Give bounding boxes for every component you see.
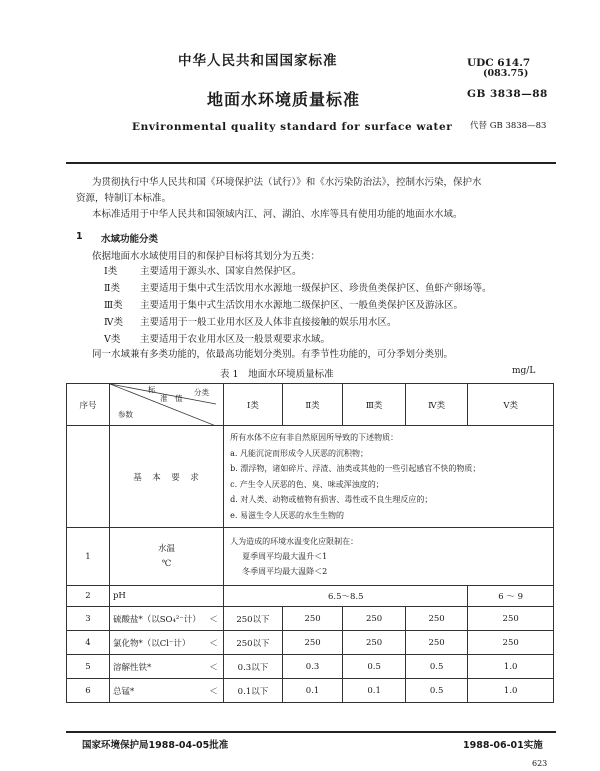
value-cell: 250 <box>468 607 554 631</box>
class-header: Ⅰ类 <box>224 384 283 426</box>
value-cell: 0.1以下 <box>224 679 283 703</box>
diag-label-mid: 准 值 <box>159 394 183 403</box>
class-item-text: 主要适用于集中式生活饮用水水源地二级保护区、一般鱼类保护区及游泳区。 <box>140 300 464 311</box>
section-lead: 依据地面水水域使用目的和保护目标将其划分为五类： <box>92 251 321 262</box>
section-number: 1 <box>76 231 83 242</box>
class-item-text: 主要适用于集中式生活饮用水水源地一级保护区、珍贵鱼类保护区、鱼虾产卵场等。 <box>140 283 492 294</box>
op-cell: ＜ <box>204 679 224 703</box>
temp-line: 冬季周平均最大温降＜2 <box>242 567 328 576</box>
temp-line: 人为造成的环境水温变化应限制在： <box>230 537 359 546</box>
value-cell: 0.3以下 <box>224 655 283 679</box>
value-cell: 250 <box>405 631 468 655</box>
basic-intro: 所有水体不应有非自然原因所导致的下述物质： <box>230 433 399 442</box>
seq-cell <box>67 426 110 528</box>
class-header: Ⅴ类 <box>468 384 554 426</box>
seq-cell: 3 <box>67 607 110 631</box>
intro-paragraph-1-line-2: 资源，特制订本标准。 <box>76 193 172 204</box>
national-standard-title: 中华人民共和国国家标准 <box>178 53 338 69</box>
effective-date: 1988-06-01实施 <box>463 740 543 751</box>
table-row <box>67 655 554 679</box>
class-header: Ⅲ类 <box>343 384 406 426</box>
table-unit: mg/L <box>512 366 536 376</box>
basic-requirements-text <box>224 426 554 528</box>
basic-requirements-row <box>67 426 554 528</box>
seq-header: 序号 <box>67 384 110 426</box>
value-cell: 250以下 <box>224 607 283 631</box>
replaces-code: 代替 GB 3838—83 <box>470 121 547 131</box>
quality-standard-table <box>66 383 554 703</box>
basic-item: e. 易滋生令人厌恶的水生生物的 <box>230 510 344 520</box>
value-cell: 1.0 <box>468 679 554 703</box>
class-header: Ⅱ类 <box>282 384 343 426</box>
document-title: 地面水环境质量标准 <box>207 90 361 109</box>
op-cell: ＜ <box>204 655 224 679</box>
seq-cell: 1 <box>67 528 110 586</box>
seq-cell: 2 <box>67 586 110 607</box>
value-cell: 250 <box>405 607 468 631</box>
section-title: 水域功能分类 <box>101 234 159 245</box>
param-cell <box>109 528 223 586</box>
param-name: 水温 <box>158 543 176 554</box>
value-cell: 0.1 <box>282 679 343 703</box>
table-caption: 表 1 地面水环境质量标准 <box>220 369 334 380</box>
value-cell: 0.5 <box>405 655 468 679</box>
basic-requirements-label: 基 本 要 求 <box>109 426 223 528</box>
intro-paragraph-2: 本标准适用于中华人民共和国领域内江、河、湖泊、水库等具有使用功能的地面水水域。 <box>92 209 463 220</box>
diagonal-header-cell <box>109 384 223 426</box>
value-cell: 250以下 <box>224 631 283 655</box>
basic-item: a. 凡能沉淀而形成令人厌恶的沉积物； <box>230 448 368 458</box>
value-cell: 6 ～ 9 <box>468 586 554 607</box>
diag-label-top: 标 <box>147 385 156 394</box>
intro-paragraph-1-line-1: 为贯彻执行中华人民共和国《环境保护法（试行）》和《水污染防治法》，控制水污染，保护水 <box>92 177 482 188</box>
param-cell: 硫酸盐*（以SO₄²⁻计） <box>109 607 203 631</box>
value-cell: 250 <box>343 607 406 631</box>
value-cell: 250 <box>343 631 406 655</box>
temp-line: 夏季周平均最大温升＜1 <box>242 552 328 561</box>
class-item-text: 主要适用于一般工业用水区及人体非直接接触的娱乐用水区。 <box>140 317 397 328</box>
param-cell: 氯化物*（以Cl⁻计） <box>109 631 203 655</box>
basic-item: b. 漂浮物，诸如碎片、浮渣、油类或其他的一些引起感官不快的物质； <box>230 464 481 473</box>
page-number: 623 <box>532 759 548 768</box>
class-item-text: 主要适用于农业用水区及一般景观要求水域。 <box>140 334 331 345</box>
document-title-english: Environmental quality standard for surface water <box>132 121 453 133</box>
class-item-label: Ⅰ类 <box>104 266 118 277</box>
udc-subcode: (083.75) <box>483 68 529 79</box>
udc-code: UDC 614.7 <box>467 57 531 69</box>
op-cell: ＜ <box>204 631 224 655</box>
temp-limit-text <box>224 528 554 586</box>
class-item-label: Ⅳ类 <box>104 317 123 328</box>
value-cell: 250 <box>282 607 343 631</box>
class-item-label: Ⅲ类 <box>104 300 123 311</box>
table-row <box>67 679 554 703</box>
header-rule <box>66 162 556 164</box>
table-row <box>67 607 554 631</box>
diag-label-bottom: 参数 <box>117 410 133 419</box>
diag-label-right: 分类 <box>193 388 209 397</box>
class-item-text: 主要适用于源头水、国家自然保护区。 <box>140 266 302 277</box>
seq-cell: 5 <box>67 655 110 679</box>
value-cell: 250 <box>282 631 343 655</box>
value-cell: 0.1 <box>343 679 406 703</box>
value-cell: 1.0 <box>468 655 554 679</box>
op-cell: ＜ <box>204 607 224 631</box>
footer-rule <box>66 731 556 733</box>
approval-date: 国家环境保护局1988-04-05批准 <box>82 740 229 751</box>
class-item-label: Ⅴ类 <box>104 334 121 345</box>
table-row <box>67 528 554 586</box>
seq-cell: 6 <box>67 679 110 703</box>
value-cell: 6.5～8.5 <box>224 586 468 607</box>
param-cell: pH <box>109 586 223 607</box>
basic-item: d. 对人类、动物或植物有损害、毒性或不良生理反应的； <box>230 495 433 504</box>
value-cell: 0.5 <box>343 655 406 679</box>
basic-item: c. 产生令人厌恶的色、臭、味或浑浊度的； <box>230 479 384 489</box>
table-row <box>67 631 554 655</box>
param-cell: 总锰* <box>109 679 203 703</box>
seq-cell: 4 <box>67 631 110 655</box>
table-header-row <box>67 384 554 426</box>
gb-code: GB 3838—88 <box>467 88 548 100</box>
param-unit: ℃ <box>161 558 172 569</box>
param-cell: 溶解性铁* <box>109 655 203 679</box>
section-note: 同一水域兼有多类功能的，依最高功能划分类别。有季节性功能的，可分季划分类别。 <box>92 349 454 360</box>
value-cell: 0.5 <box>405 679 468 703</box>
value-cell: 250 <box>468 631 554 655</box>
table-row <box>67 586 554 607</box>
class-header: Ⅳ类 <box>405 384 468 426</box>
class-item-label: Ⅱ类 <box>104 283 120 294</box>
value-cell: 0.3 <box>282 655 343 679</box>
